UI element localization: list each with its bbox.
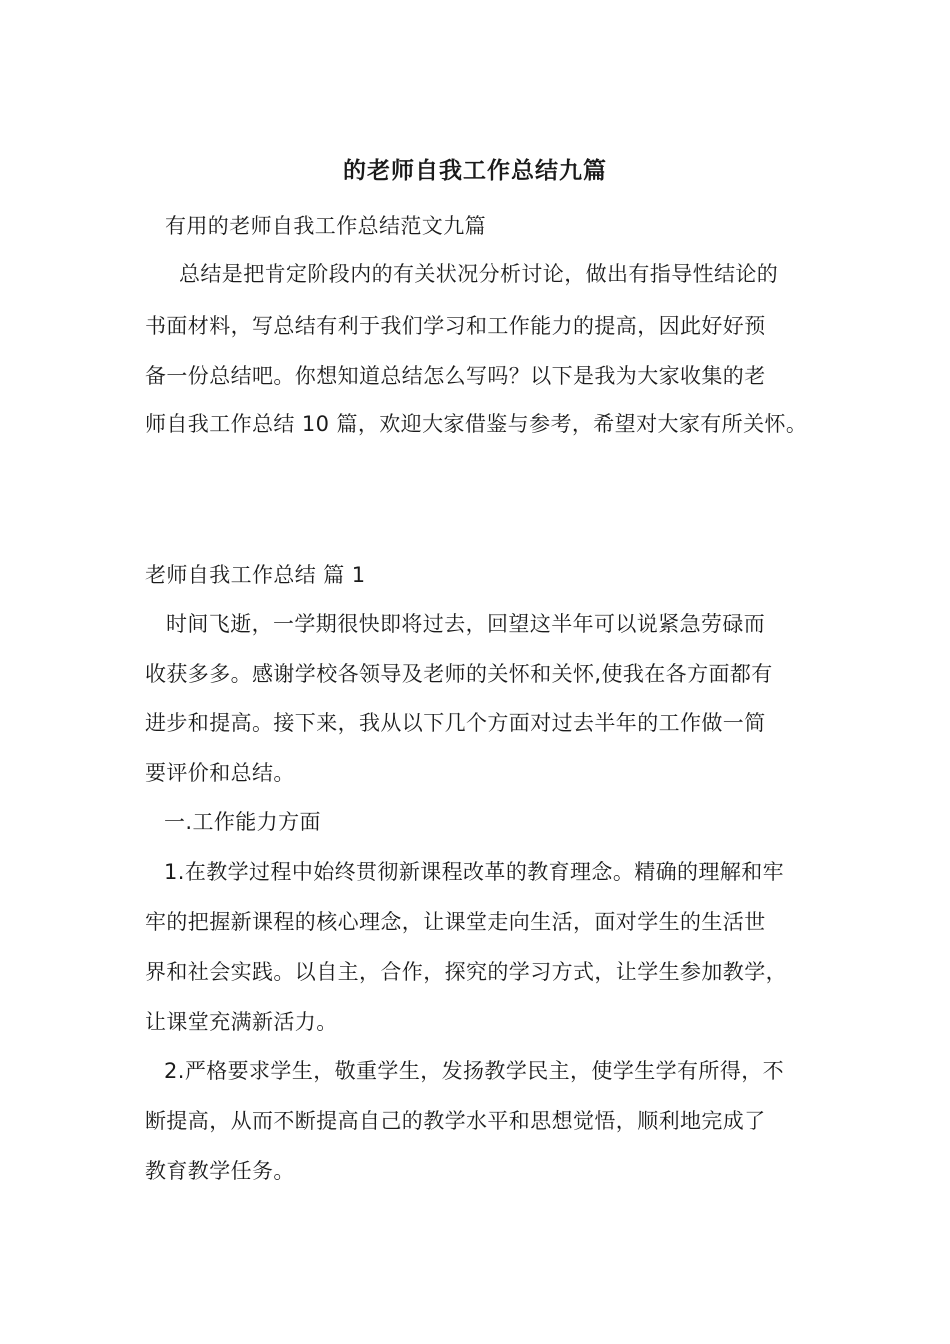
paragraph-line: 收获多多。感谢学校各领导及老师的关怀和关怀,使我在各方面都有 (145, 662, 773, 686)
list-item-line: 2.严格要求学生，敬重学生，发扬教学民主，使学生学有所得，不 (164, 1059, 785, 1083)
list-item-line: 界和社会实践。以自主，合作，探究的学习方式，让学生参加教学， (145, 960, 787, 984)
intro-line: 总结是把肯定阶段内的有关状况分析讨论，做出有指导性结论的 (179, 262, 779, 286)
list-item-line: 让课堂充满新活力。 (145, 1010, 338, 1034)
section-heading: 老师自我工作总结 篇 1 (145, 563, 366, 587)
paragraph-line: 时间飞逝，一学期很快即将过去，回望这半年可以说紧急劳碌而 (166, 612, 766, 636)
intro-line: 师自我工作总结 10 篇，欢迎大家借鉴与参考，希望对大家有所关怀。 (145, 412, 808, 436)
paragraph-line: 进步和提高。接下来，我从以下几个方面对过去半年的工作做一简 (145, 711, 766, 735)
paragraph-line: 要评价和总结。 (145, 761, 295, 785)
list-item-line: 教育教学任务。 (145, 1159, 295, 1183)
subheading: 一.工作能力方面 (164, 810, 321, 834)
list-item-line: 1.在教学过程中始终贯彻新课程改革的教育理念。精确的理解和牢 (164, 860, 785, 884)
list-item-line: 牢的把握新课程的核心理念，让课堂走向生活，面对学生的生活世 (145, 910, 766, 934)
document-subtitle: 有用的老师自我工作总结范文九篇 (165, 214, 486, 238)
intro-line: 书面材料，写总结有利于我们学习和工作能力的提高，因此好好预 (145, 314, 766, 338)
list-item-line: 断提高，从而不断提高自己的教学水平和思想觉悟，顺利地完成了 (145, 1109, 766, 1133)
document-title: 的老师自我工作总结九篇 (343, 158, 607, 184)
intro-line: 备一份总结吧。你想知道总结怎么写吗？以下是我为大家收集的老 (145, 364, 766, 388)
